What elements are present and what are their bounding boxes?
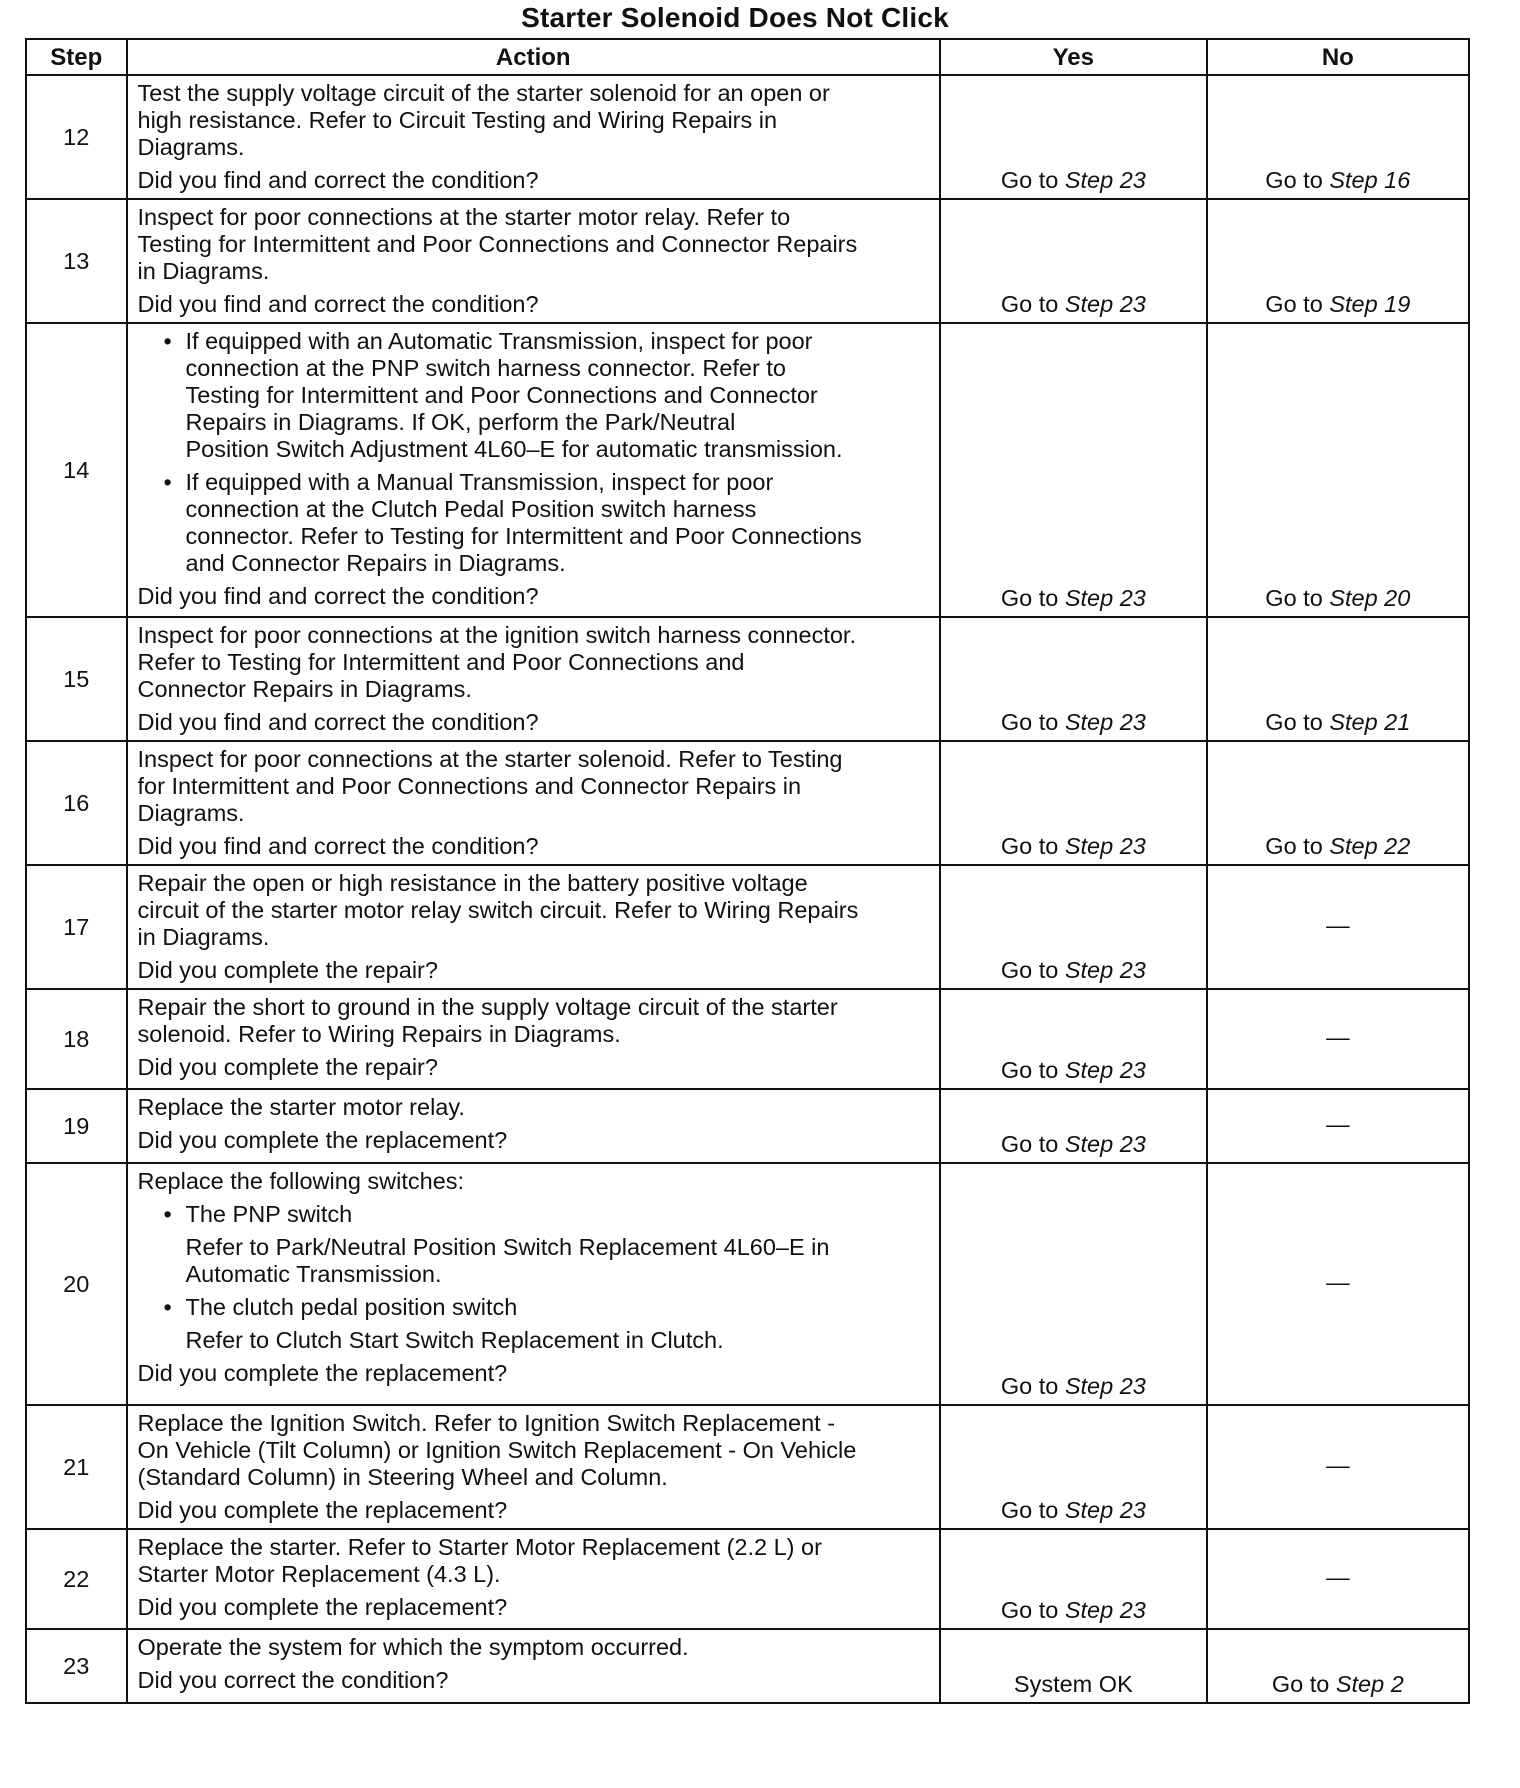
yes-step-link: Step 23: [1064, 833, 1146, 859]
bullet-icon: •: [163, 328, 172, 354]
yes-cell: [940, 617, 1207, 741]
action-line: Repair the short to ground in the supply voltage circuit of the starter: [137, 994, 838, 1020]
no-cell: —: [1207, 1089, 1469, 1163]
table-row: [26, 1163, 1469, 1405]
action-cell: [127, 1089, 941, 1163]
bullet-icon: •: [163, 1294, 172, 1320]
action-question: Did you complete the replacement?: [137, 1360, 508, 1386]
yes-step-link: Step 23: [1064, 1497, 1146, 1523]
yes-cell: [940, 199, 1207, 323]
action-line: connector. Refer to Testing for Intermittent and Poor Connections: [185, 523, 862, 549]
action-question: Did you complete the replacement?: [137, 1127, 508, 1153]
no-cell: —: [1207, 1405, 1469, 1529]
no-cell: —: [1207, 865, 1469, 989]
action-line: (Standard Column) in Steering Wheel and Column.: [137, 1464, 668, 1490]
yes-prefix: Go to: [1000, 1497, 1059, 1523]
yes-cell: [940, 1163, 1207, 1405]
action-line: On Vehicle (Tilt Column) or Ignition Switch Replacement - On Vehicle: [137, 1437, 857, 1463]
no-step-link: Step 19: [1329, 291, 1411, 317]
yes-cell: [940, 865, 1207, 989]
header-action: Action: [127, 39, 941, 75]
table-row: [26, 865, 1469, 989]
bullet-text: The PNP switch: [185, 1201, 353, 1227]
action-line: Repair the open or high resistance in the battery positive voltage: [137, 870, 808, 896]
step-number: 14: [26, 323, 127, 617]
action-line: circuit of the starter motor relay switch circuit. Refer to Wiring Repairs: [137, 897, 859, 923]
yes-prefix: Go to: [1000, 1057, 1059, 1083]
yes-prefix: Go to: [1000, 1131, 1059, 1157]
yes-cell: [940, 1529, 1207, 1629]
action-cell: [127, 323, 941, 617]
action-line: and Connector Repairs in Diagrams.: [185, 550, 566, 576]
action-question: Did you find and correct the condition?: [137, 167, 539, 193]
yes-cell: [940, 1405, 1207, 1529]
action-line: Testing for Intermittent and Poor Connections and Connector Repairs: [137, 231, 858, 257]
table-row: [26, 323, 1469, 617]
step-number: 13: [26, 199, 127, 323]
yes-cell: System OK: [940, 1629, 1207, 1703]
yes-cell: [940, 323, 1207, 617]
page-title: Starter Solenoid Does Not Click: [521, 2, 949, 33]
action-question: Did you find and correct the condition?: [137, 583, 539, 609]
action-question: Did you find and correct the condition?: [137, 833, 539, 859]
action-question: Did you find and correct the condition?: [137, 709, 539, 735]
refer-text: [138, 1327, 932, 1354]
no-prefix: Go to: [1271, 1671, 1330, 1697]
action-line: Inspect for poor connections at the starter motor relay. Refer to: [137, 204, 791, 230]
action-line: in Diagrams.: [137, 924, 270, 950]
yes-prefix: Go to: [1000, 1597, 1059, 1623]
yes-prefix: Go to: [1000, 957, 1059, 983]
no-prefix: Go to: [1265, 291, 1323, 317]
bullet-item: [138, 1201, 932, 1228]
yes-step-link: Step 23: [1064, 1373, 1146, 1399]
table-row: [26, 1405, 1469, 1529]
action-question: Did you correct the condition?: [137, 1667, 449, 1693]
yes-prefix: Go to: [1000, 833, 1059, 859]
yes-prefix: Go to: [1000, 1373, 1059, 1399]
step-number: 17: [26, 865, 127, 989]
yes-cell: [940, 989, 1207, 1089]
yes-step-link: Step 23: [1064, 1131, 1146, 1157]
action-cell: [127, 75, 941, 199]
action-line: for Intermittent and Poor Connections and Connector Repairs in: [137, 773, 802, 799]
action-line: Automatic Transmission.: [185, 1261, 442, 1287]
yes-prefix: Go to: [1000, 291, 1059, 317]
yes-cell: [940, 741, 1207, 865]
table-row: [26, 75, 1469, 199]
action-cell: [127, 1629, 941, 1703]
action-line: Inspect for poor connections at the starter solenoid. Refer to Testing: [137, 746, 843, 772]
no-step-link: Step 16: [1329, 167, 1411, 193]
action-line: solenoid. Refer to Wiring Repairs in Diagrams.: [137, 1021, 621, 1047]
action-intro: Replace the following switches:: [137, 1168, 465, 1194]
action-cell: [127, 1405, 941, 1529]
action-line: Replace the Ignition Switch. Refer to Ignition Switch Replacement -: [137, 1410, 836, 1436]
action-question: Did you complete the repair?: [137, 957, 438, 983]
refer-text: [138, 1234, 932, 1288]
no-cell: [1207, 617, 1469, 741]
no-cell: [1207, 1629, 1469, 1703]
no-cell: —: [1207, 1163, 1469, 1405]
action-line: Repairs in Diagrams. If OK, perform the Park/Neutral: [185, 409, 736, 435]
step-number: 23: [26, 1629, 127, 1703]
yes-step-link: Step 23: [1064, 1057, 1146, 1083]
action-line: Position Switch Adjustment 4L60–E for automatic transmission.: [185, 436, 843, 462]
yes-prefix: Go to: [1000, 167, 1059, 193]
diagnostic-table: [25, 38, 1470, 1704]
bullet-icon: •: [163, 469, 172, 495]
no-cell: —: [1207, 989, 1469, 1089]
no-cell: [1207, 75, 1469, 199]
step-number: 22: [26, 1529, 127, 1629]
action-cell: [127, 617, 941, 741]
action-question: Did you complete the replacement?: [137, 1594, 508, 1620]
table-header-row: [26, 39, 1469, 75]
action-line: Refer to Clutch Start Switch Replacement in Clutch.: [185, 1327, 724, 1353]
action-cell: [127, 1529, 941, 1629]
table-row: [26, 1529, 1469, 1629]
action-line: Inspect for poor connections at the ignition switch harness connector.: [137, 622, 856, 648]
action-line: Starter Motor Replacement (4.3 L).: [137, 1561, 501, 1587]
header-no: No: [1207, 39, 1469, 75]
action-line: Connector Repairs in Diagrams.: [137, 676, 472, 702]
action-line: high resistance. Refer to Circuit Testing and Wiring Repairs in: [137, 107, 778, 133]
step-number: 18: [26, 989, 127, 1089]
action-line: connection at the PNP switch harness connector. Refer to: [185, 355, 786, 381]
no-cell: [1207, 323, 1469, 617]
yes-step-link: Step 23: [1064, 291, 1146, 317]
step-number: 21: [26, 1405, 127, 1529]
no-step-link: Step 22: [1329, 833, 1411, 859]
no-prefix: Go to: [1265, 833, 1323, 859]
step-number: 19: [26, 1089, 127, 1163]
action-cell: [127, 741, 941, 865]
step-number: 12: [26, 75, 127, 199]
action-cell: [127, 199, 941, 323]
no-cell: —: [1207, 1529, 1469, 1629]
no-prefix: Go to: [1265, 709, 1323, 735]
action-cell: [127, 865, 941, 989]
table-row: [26, 199, 1469, 323]
action-line: Replace the starter. Refer to Starter Motor Replacement (2.2 L) or: [137, 1534, 822, 1560]
table-row: [26, 989, 1469, 1089]
yes-step-link: Step 23: [1064, 957, 1146, 983]
action-line: Replace the starter motor relay.: [137, 1094, 465, 1120]
action-line: Operate the system for which the symptom occurred.: [137, 1634, 689, 1660]
action-line: Refer to Park/Neutral Position Switch Replacement 4L60–E in: [185, 1234, 830, 1260]
yes-prefix: Go to: [1000, 585, 1059, 611]
yes-step-link: Step 23: [1064, 585, 1146, 611]
header-yes: Yes: [940, 39, 1207, 75]
step-number: 20: [26, 1163, 127, 1405]
bullet-item: [138, 1294, 932, 1321]
action-line: Diagrams.: [137, 800, 245, 826]
step-number: 15: [26, 617, 127, 741]
action-line: in Diagrams.: [137, 258, 270, 284]
yes-cell: [940, 1089, 1207, 1163]
no-cell: [1207, 741, 1469, 865]
no-cell: [1207, 199, 1469, 323]
step-number: 16: [26, 741, 127, 865]
no-step-link: Step 21: [1329, 709, 1411, 735]
action-question: Did you find and correct the condition?: [137, 291, 539, 317]
action-question: Did you complete the repair?: [137, 1054, 438, 1080]
table-row: [26, 741, 1469, 865]
no-prefix: Go to: [1265, 167, 1323, 193]
action-question: Did you complete the replacement?: [137, 1497, 508, 1523]
action-cell: [127, 1163, 941, 1405]
header-step: Step: [26, 39, 127, 75]
yes-step-link: Step 23: [1064, 709, 1146, 735]
bullet-text: The clutch pedal position switch: [185, 1294, 518, 1320]
bullet-item: [138, 328, 932, 463]
action-line: Refer to Testing for Intermittent and Poor Connections and: [137, 649, 745, 675]
no-step-link: Step 20: [1329, 585, 1411, 611]
bullet-icon: •: [163, 1201, 172, 1227]
yes-prefix: Go to: [1000, 709, 1059, 735]
action-line: Test the supply voltage circuit of the starter solenoid for an open or: [137, 80, 830, 106]
action-line: connection at the Clutch Pedal Position switch harness: [185, 496, 757, 522]
action-line: Diagrams.: [137, 134, 245, 160]
action-line: Testing for Intermittent and Poor Connections and Connector: [185, 382, 818, 408]
action-cell: [127, 989, 941, 1089]
action-line: If equipped with an Automatic Transmission, inspect for poor: [185, 328, 813, 354]
action-line: If equipped with a Manual Transmission, inspect for poor: [185, 469, 774, 495]
yes-step-link: Step 23: [1064, 167, 1146, 193]
bullet-item: [138, 469, 932, 577]
table-row: [26, 1089, 1469, 1163]
no-prefix: Go to: [1265, 585, 1323, 611]
yes-cell: [940, 75, 1207, 199]
table-row: [26, 1629, 1469, 1703]
table-row: [26, 617, 1469, 741]
no-step-link: Step 2: [1335, 1671, 1404, 1697]
yes-step-link: Step 23: [1064, 1597, 1146, 1623]
